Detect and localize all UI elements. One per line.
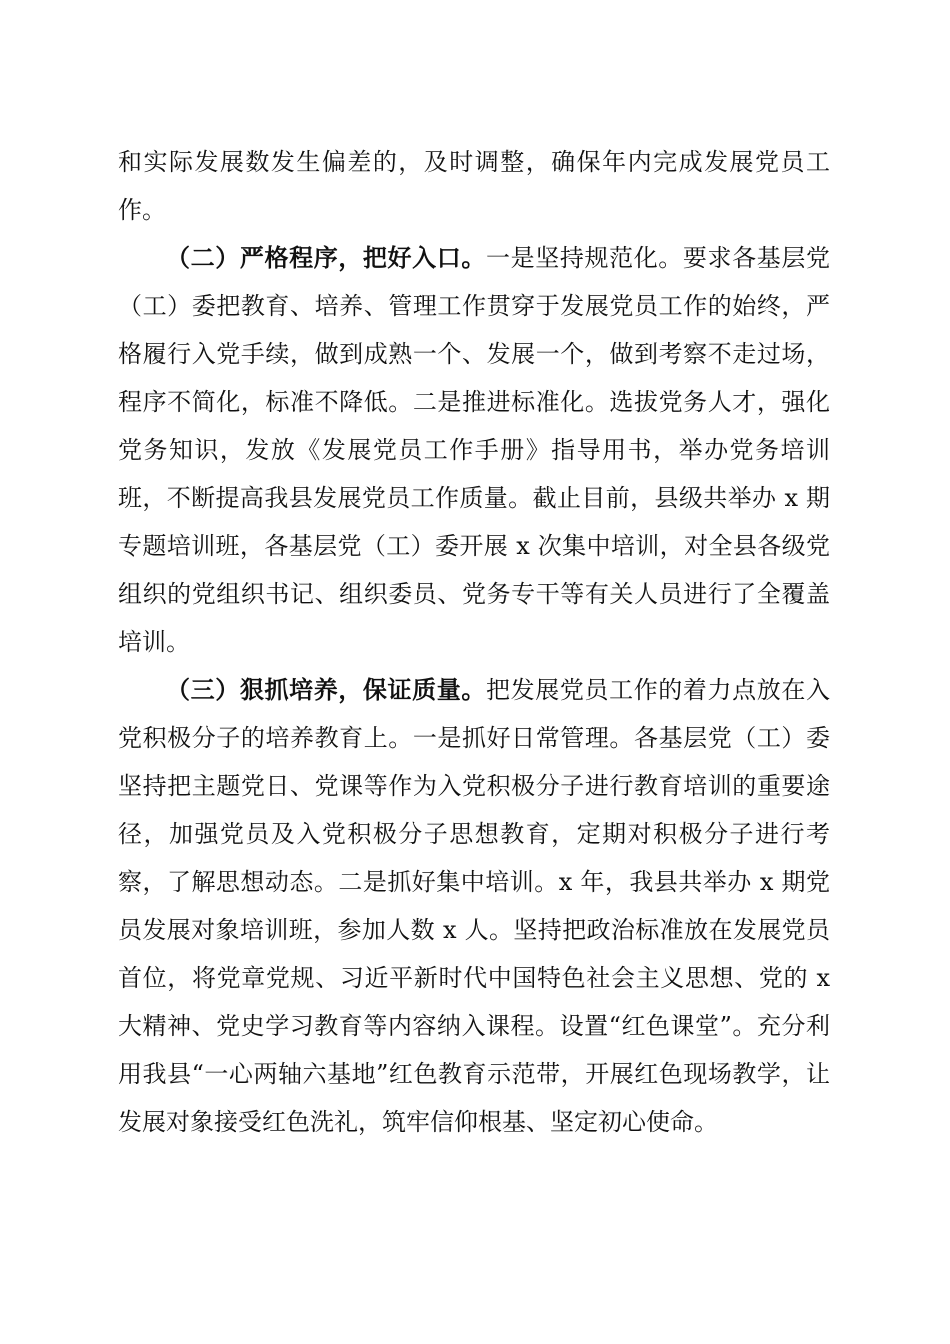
paragraph-text: 和实际发展数发生偏差的，及时调整，确保年内完成发展党员工作。 (118, 148, 830, 224)
section-heading: （二）严格程序，把好入口。 (166, 243, 486, 272)
paragraph-continuation (118, 138, 830, 234)
section-heading: （三）狠抓培养，保证质量。 (166, 675, 486, 704)
paragraph-section-2 (118, 234, 830, 666)
paragraph-text: 把发展党员工作的着力点放在入党积极分子的培养教育上。一是抓好日常管理。各基层党（工）委坚持把主题党日、党课等作为入党积极分子进行教育培训的重要途径，加强党员及入党积极分子思想教育，定期对积极分子进行考察，了解思想动态。二是抓好集中培训。x 年，我县共举办 x 期党员发展对象培训班，参加人数 x 人。坚持把政治标准放在发展党员首位，将党章党规、习近平新时代中国特色社会主义思想、党的 x 大精神、党史学习教育等内容纳入课程。设置“红色课堂”。充分利用我县“一心两轴六基地”红色教育示范带，开展红色现场教学，让发展对象接受红色洗礼，筑牢信仰根基、坚定初心使命。 (118, 676, 830, 1136)
document-body (118, 138, 830, 1146)
paragraph-section-3 (118, 666, 830, 1146)
paragraph-text: 一是坚持规范化。要求各基层党（工）委把教育、培养、管理工作贯穿于发展党员工作的始终，严格履行入党手续，做到成熟一个、发展一个，做到考察不走过场，程序不简化，标准不降低。二是推进标准化。选拔党务人才，强化党务知识，发放《发展党员工作手册》指导用书，举办党务培训班，不断提高我县发展党员工作质量。截止目前，县级共举办 x 期专题培训班，各基层党（工）委开展 x 次集中培训，对全县各级党组织的党组织书记、组织委员、党务专干等有关人员进行了全覆盖培训。 (118, 244, 830, 656)
